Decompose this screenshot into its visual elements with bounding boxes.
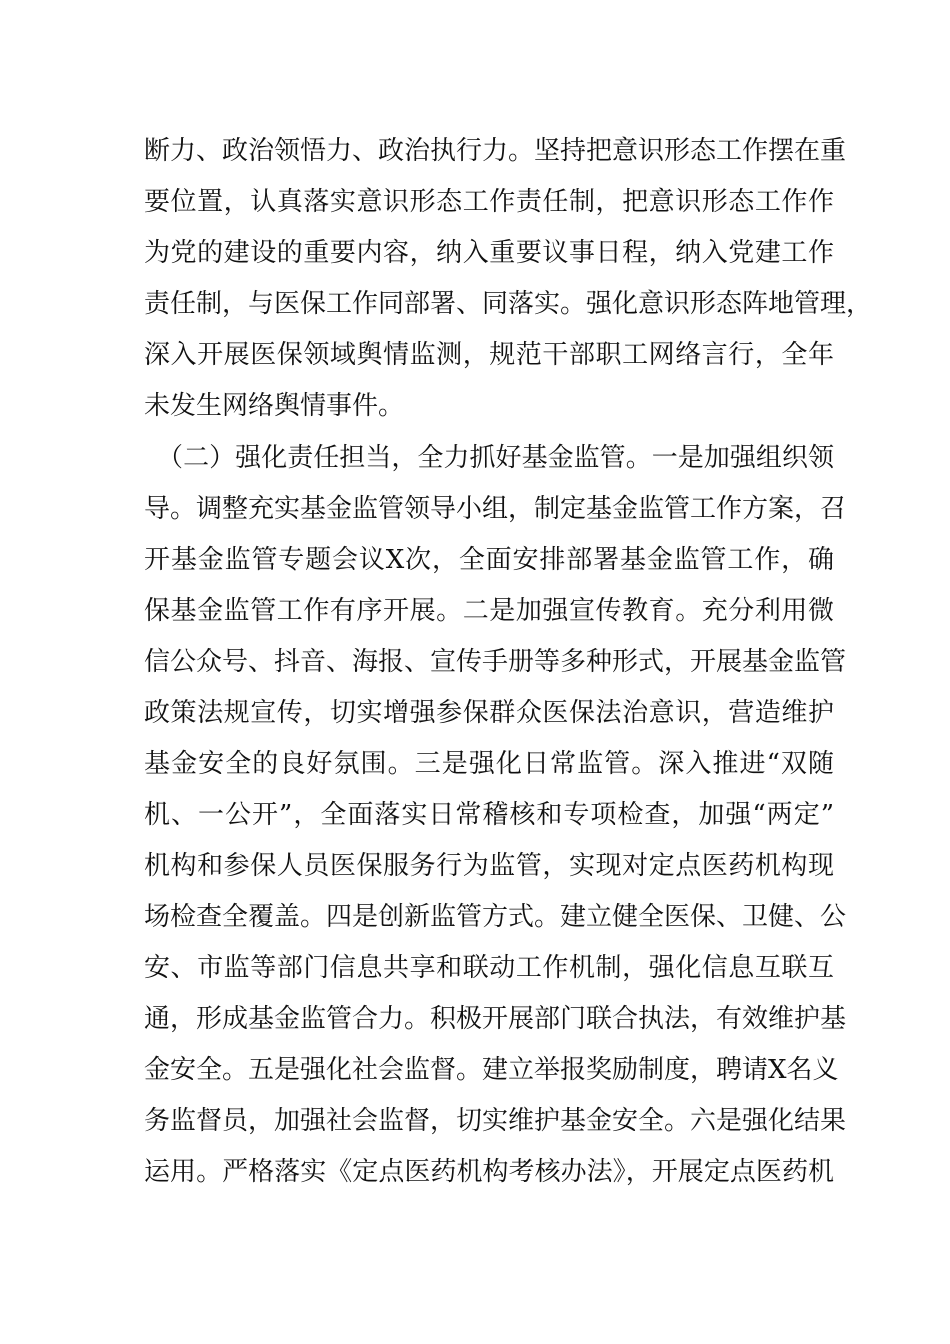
text-line: 要位置，认真落实意识形态工作责任制，把意识形态工作作 bbox=[144, 187, 834, 217]
text-line: 政策法规宣传，切实增强参保群众医保法治意识，营造维护 bbox=[144, 698, 834, 728]
paragraph-fund-supervision bbox=[144, 433, 847, 1198]
text-line: 开基金监管专题会议X次，全面安排部署基金监管工作，确 bbox=[144, 545, 834, 575]
text-line: 机构和参保人员医保服务行为监管，实现对定点医药机构现 bbox=[144, 851, 834, 881]
text-line: 信公众号、抖音、海报、宣传手册等多种形式，开展基金监管 bbox=[144, 647, 847, 677]
text-line: 深入开展医保领域舆情监测，规范干部职工网络言行，全年 bbox=[144, 340, 834, 370]
text-line: 务监督员，加强社会监督，切实维护基金安全。六是强化结果 bbox=[144, 1106, 847, 1136]
text-line: 断力、政治领悟力、政治执行力。坚持把意识形态工作摆在重 bbox=[144, 136, 847, 166]
text-line: 基金安全的良好氛围。三是强化日常监管。深入推进“双随 bbox=[144, 749, 834, 779]
text-line: 为党的建设的重要内容，纳入重要议事日程，纳入党建工作 bbox=[144, 238, 834, 268]
text-line: 运用。严格落实《定点医药机构考核办法》，开展定点医药机 bbox=[144, 1157, 834, 1187]
text-line: 场检查全覆盖。四是创新监管方式。建立健全医保、卫健、公 bbox=[144, 902, 847, 932]
text-line: 通，形成基金监管合力。积极开展部门联合执法，有效维护基 bbox=[144, 1004, 847, 1034]
text-line: 安、市监等部门信息共享和联动工作机制，强化信息互联互 bbox=[144, 953, 834, 983]
text-line: 机、一公开”，全面落实日常稽核和专项检查，加强“两定” bbox=[144, 800, 834, 830]
text-line: （二）强化责任担当，全力抓好基金监管。一是加强组织领 bbox=[144, 443, 834, 473]
paragraph-ideology-work bbox=[144, 126, 873, 432]
text-line: 未发生网络舆情事件。 bbox=[144, 391, 405, 421]
text-line: 金安全。五是强化社会监督。建立举报奖励制度，聘请X名义 bbox=[144, 1055, 839, 1085]
text-line: 保基金监管工作有序开展。二是加强宣传教育。充分利用微 bbox=[144, 596, 834, 626]
text-line: 责任制，与医保工作同部署、同落实。强化意识形态阵地管理， bbox=[144, 289, 873, 319]
text-line: 导。调整充实基金监管领导小组，制定基金监管工作方案，召 bbox=[144, 494, 847, 524]
